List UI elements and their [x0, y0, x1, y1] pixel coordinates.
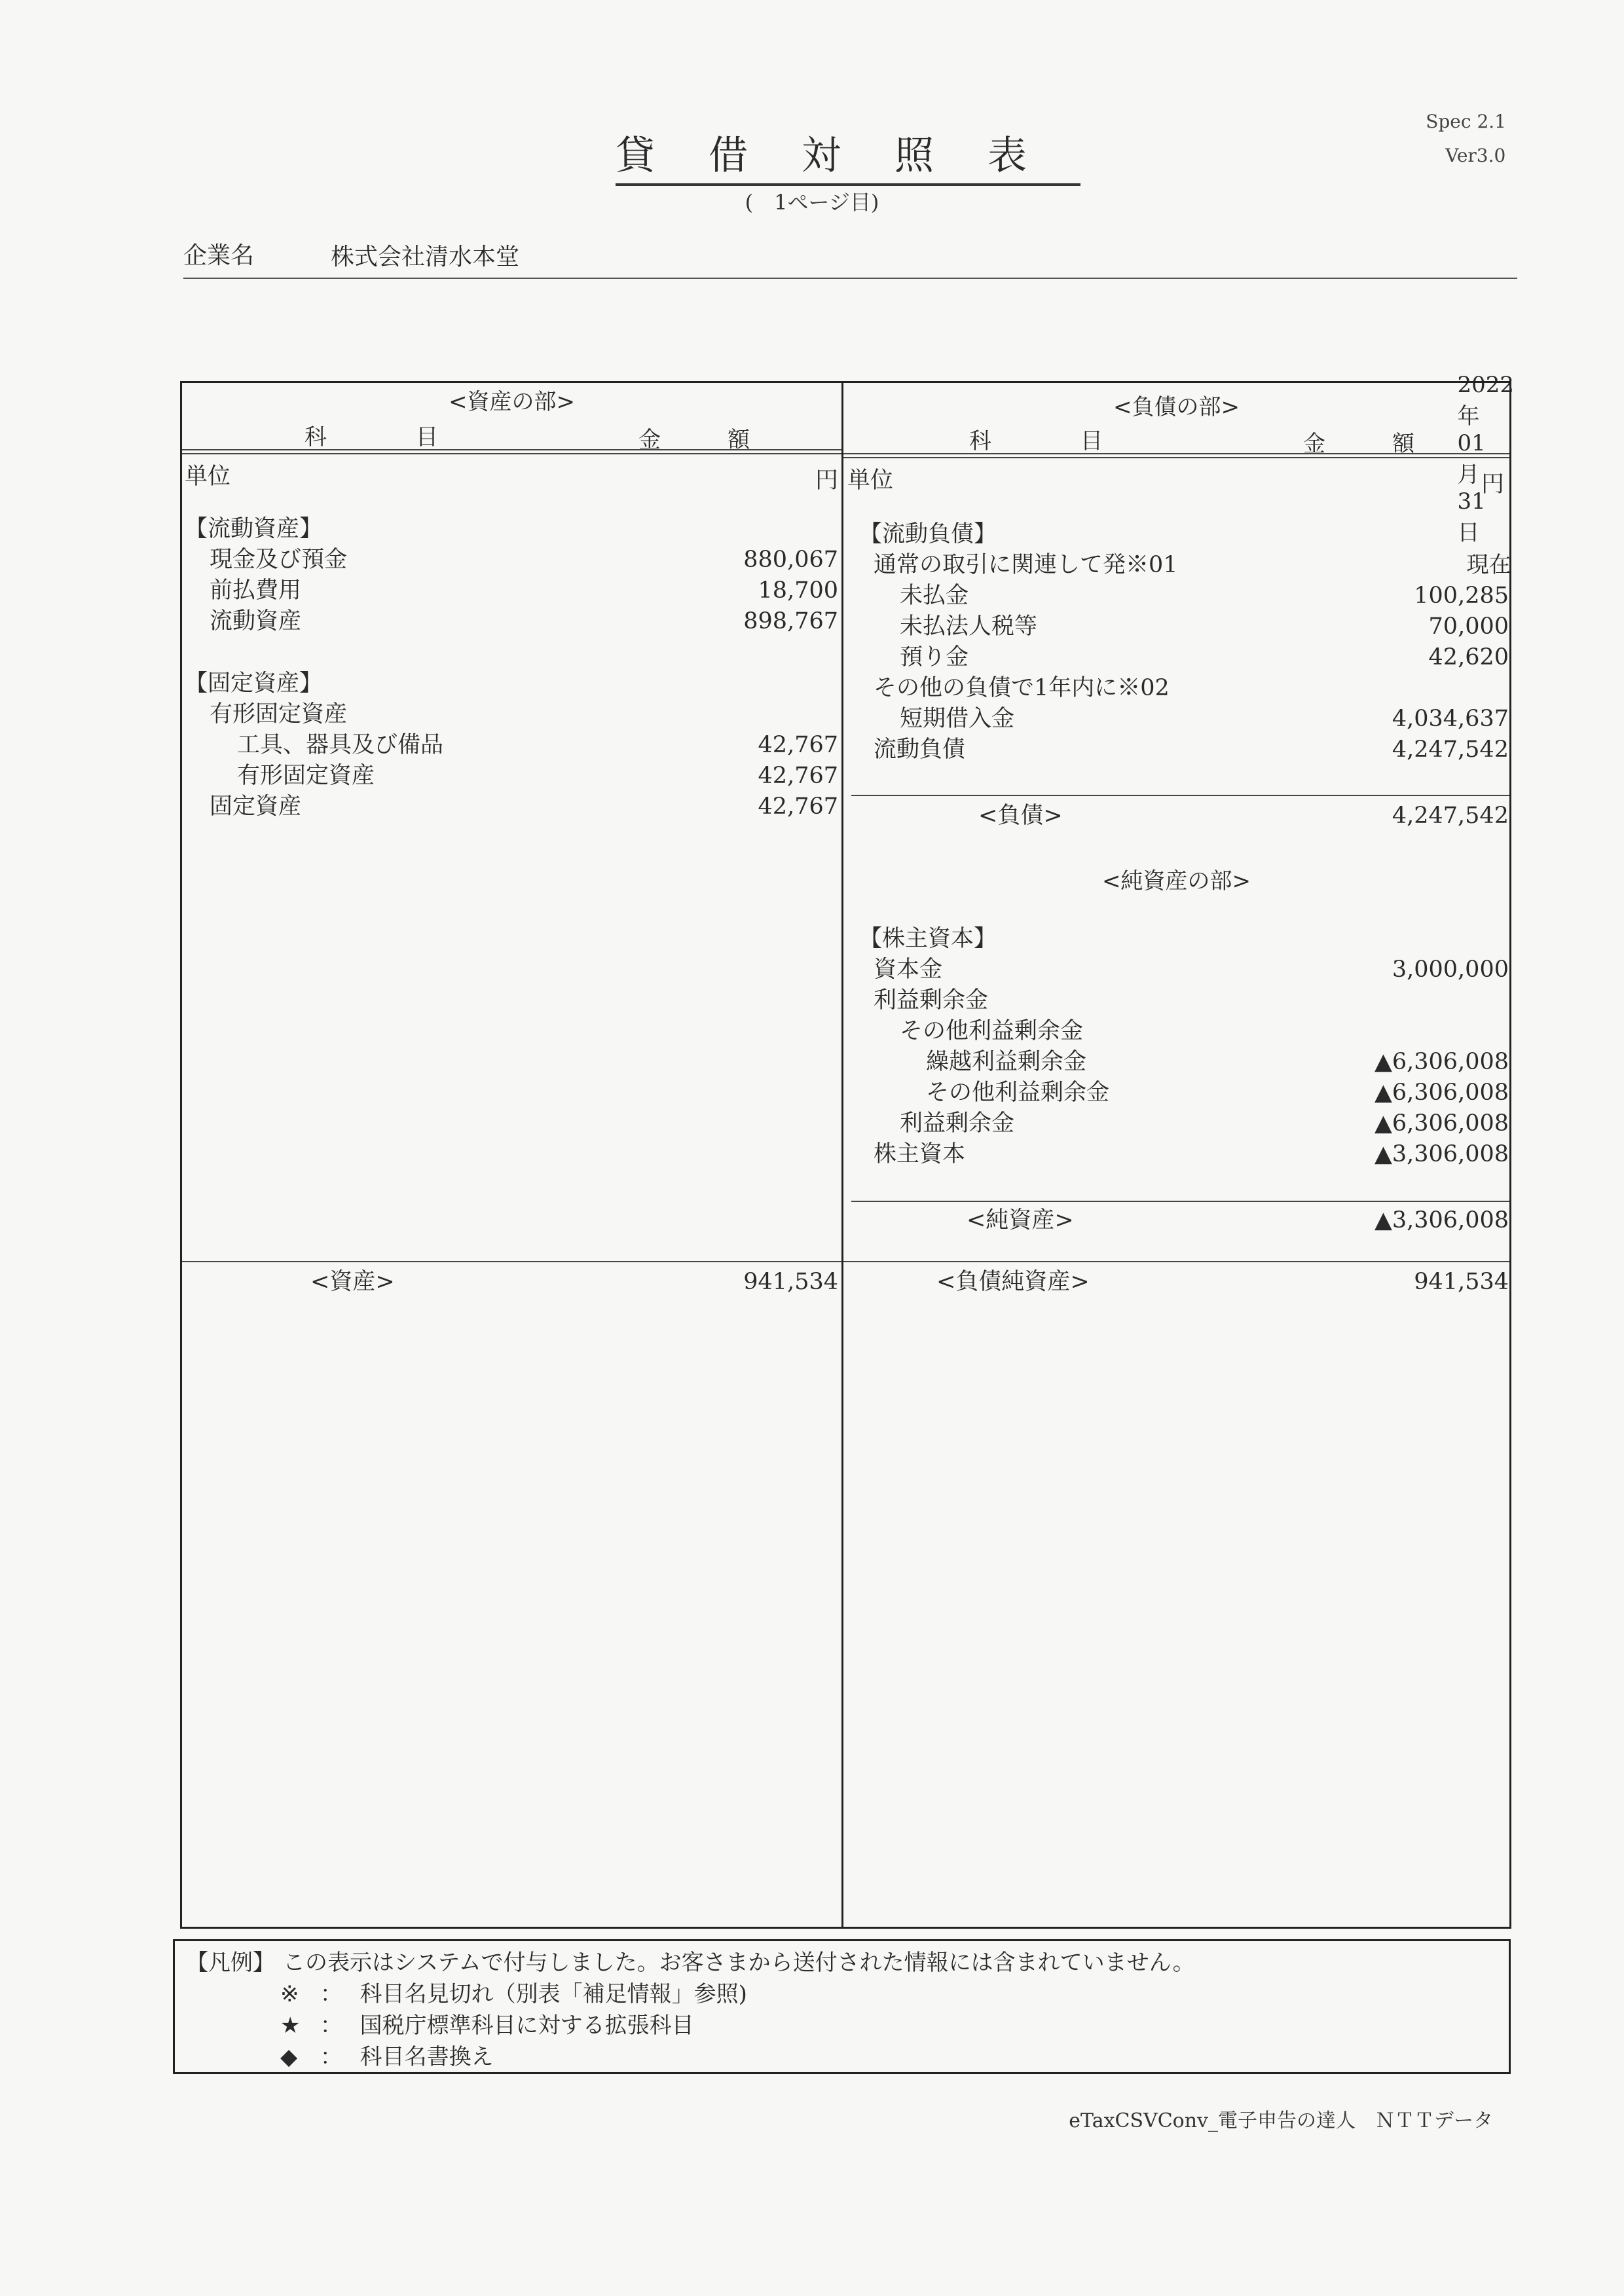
- net-asset-row-label: 利益剰余金: [874, 987, 989, 1013]
- spec-label: Spec 2.1: [1426, 111, 1506, 132]
- legend-item: [280, 2039, 494, 2071]
- asset-row-label: 【固定資産】: [185, 670, 323, 697]
- net-asset-row-amount: ▲3,306,008: [1374, 1141, 1509, 1167]
- date-suffix: 現在: [1466, 552, 1511, 578]
- asset-row-amount: 898,767: [743, 608, 838, 634]
- net-asset-row-label: 資本金: [874, 957, 943, 983]
- asset-row-label: 固定資産: [210, 793, 302, 820]
- liabilities-total-label: <負債>: [978, 803, 1063, 829]
- legend-sep: ：: [320, 2013, 342, 2039]
- liability-row-amount: 42,620: [1428, 644, 1509, 670]
- assets-total-label: <資産>: [310, 1269, 395, 1295]
- liability-row-label: 流動負債: [874, 737, 966, 763]
- asset-row-amount: 880,067: [743, 547, 838, 573]
- legend-sep: ：: [320, 2044, 342, 2070]
- liabilities-total-rule: [851, 795, 1509, 796]
- net-asset-row-label: 繰越利益剰余金: [926, 1049, 1087, 1075]
- date-day: 31: [1457, 488, 1486, 515]
- assets-col-amount: 金 額: [638, 427, 750, 453]
- asset-row-label: 工具、器具及び備品: [237, 732, 444, 758]
- liabilities-section-title: <負債の部>: [1113, 394, 1240, 420]
- legend-text: 科目名見切れ（別表「補足情報」参照): [360, 1981, 747, 2007]
- assets-unit-label: 単位: [185, 464, 231, 490]
- company-underline: [183, 278, 1517, 279]
- liab-net-grand-total-rule: [843, 1261, 1509, 1262]
- liab-net-total-amount: 941,534: [1414, 1269, 1509, 1295]
- page-title: 貸借対照表: [616, 124, 1080, 186]
- net-asset-row-label: その他利益剰余金: [900, 1018, 1084, 1044]
- liability-row-label: 預り金: [900, 644, 969, 670]
- assets-grand-total-rule: [182, 1261, 841, 1262]
- legend-intro: この表示はシステムで付与しました。お客さまから送付された情報には含まれていません。: [283, 1950, 1195, 1976]
- liability-row-label: 【流動負債】: [859, 521, 997, 547]
- asset-row-label: 前払費用: [210, 577, 302, 604]
- net-assets-total-label: <純資産>: [967, 1207, 1074, 1233]
- asset-row-label: 現金及び預金: [210, 547, 348, 573]
- footer-software: eTaxCSVConv_電子申告の達人 ＮＴＴデータ: [1069, 2109, 1493, 2132]
- column-divider: [841, 381, 843, 1929]
- legend-item: [280, 2007, 694, 2039]
- legend-mark: ※: [280, 1981, 299, 2007]
- net-asset-row-label: 株主資本: [874, 1141, 966, 1167]
- asset-row-label: 流動資産: [210, 608, 302, 634]
- liabilities-col-subject: 科 目: [969, 428, 1103, 454]
- date-day-unit: 日: [1457, 520, 1480, 546]
- company-name: 株式会社清水本堂: [331, 244, 520, 270]
- net-assets-total-rule: [851, 1201, 1509, 1202]
- version-label: Ver3.0: [1445, 145, 1506, 166]
- assets-unit: 円: [815, 467, 839, 494]
- net-asset-row-amount: ▲6,306,008: [1374, 1049, 1509, 1075]
- liability-row-amount: 70,000: [1428, 613, 1509, 640]
- assets-section-title: <資産の部>: [449, 389, 575, 415]
- legend-text: 科目名書換え: [360, 2044, 494, 2070]
- liab-net-total-label: <負債純資産>: [936, 1269, 1090, 1295]
- date-month: 01: [1457, 430, 1486, 456]
- liabilities-header-rule: [843, 453, 1509, 454]
- asset-row-label: 【流動資産】: [185, 516, 323, 542]
- legend-item: [280, 1976, 747, 2008]
- assets-header-rule: [182, 449, 841, 450]
- asset-row-amount: 18,700: [758, 577, 838, 604]
- liabilities-col-amount: 金 額: [1303, 431, 1414, 457]
- asset-row-label: 有形固定資産: [210, 701, 348, 727]
- legend-title: 【凡例】: [186, 1950, 275, 1976]
- net-asset-row-label: 【株主資本】: [859, 926, 997, 952]
- spec-version: [1426, 105, 1506, 173]
- liability-row-amount: 100,285: [1414, 583, 1509, 609]
- net-asset-row-amount: ▲6,306,008: [1374, 1080, 1509, 1106]
- legend-mark: ◆: [280, 2044, 298, 2070]
- company-label: 企業名: [183, 242, 255, 269]
- net-asset-row-label: その他利益剰余金: [926, 1080, 1110, 1106]
- assets-total-amount: 941,534: [743, 1269, 838, 1295]
- net-asset-row-amount: 3,000,000: [1392, 957, 1509, 983]
- liability-row-amount: 4,247,542: [1392, 737, 1509, 763]
- liability-row-label: 未払金: [900, 583, 969, 609]
- liabilities-unit-label: 単位: [847, 467, 894, 494]
- asset-row-label: 有形固定資産: [237, 763, 375, 789]
- asset-row-amount: 42,767: [758, 793, 838, 820]
- liability-row-amount: 4,034,637: [1392, 706, 1509, 732]
- liability-row-label: 通常の取引に関連して発※01: [874, 552, 1178, 578]
- legend-mark: ★: [280, 2013, 301, 2039]
- date-year: 2022: [1457, 372, 1514, 398]
- net-asset-row-label: 利益剰余金: [900, 1110, 1015, 1137]
- legend-text: 国税庁標準科目に対する拡張科目: [360, 2013, 694, 2039]
- asset-row-amount: 42,767: [758, 732, 838, 758]
- net-assets-total-amount: ▲3,306,008: [1374, 1207, 1509, 1233]
- liability-row-label: その他の負債で1年内に※02: [874, 675, 1170, 701]
- liabilities-unit: 円: [1481, 471, 1505, 498]
- legend-sep: ：: [320, 1981, 342, 2007]
- date-year-unit: 年: [1457, 403, 1480, 429]
- assets-col-subject: 科 目: [304, 424, 438, 450]
- date-month-unit: 月: [1457, 462, 1480, 488]
- page-indicator: ( 1ページ目): [745, 190, 879, 215]
- liability-row-label: 短期借入金: [900, 706, 1015, 732]
- net-asset-row-amount: ▲6,306,008: [1374, 1110, 1509, 1137]
- liabilities-total-amount: 4,247,542: [1392, 803, 1509, 829]
- asset-row-amount: 42,767: [758, 763, 838, 789]
- net-assets-section-title: <純資産の部>: [1102, 868, 1251, 894]
- liability-row-label: 未払法人税等: [900, 613, 1038, 640]
